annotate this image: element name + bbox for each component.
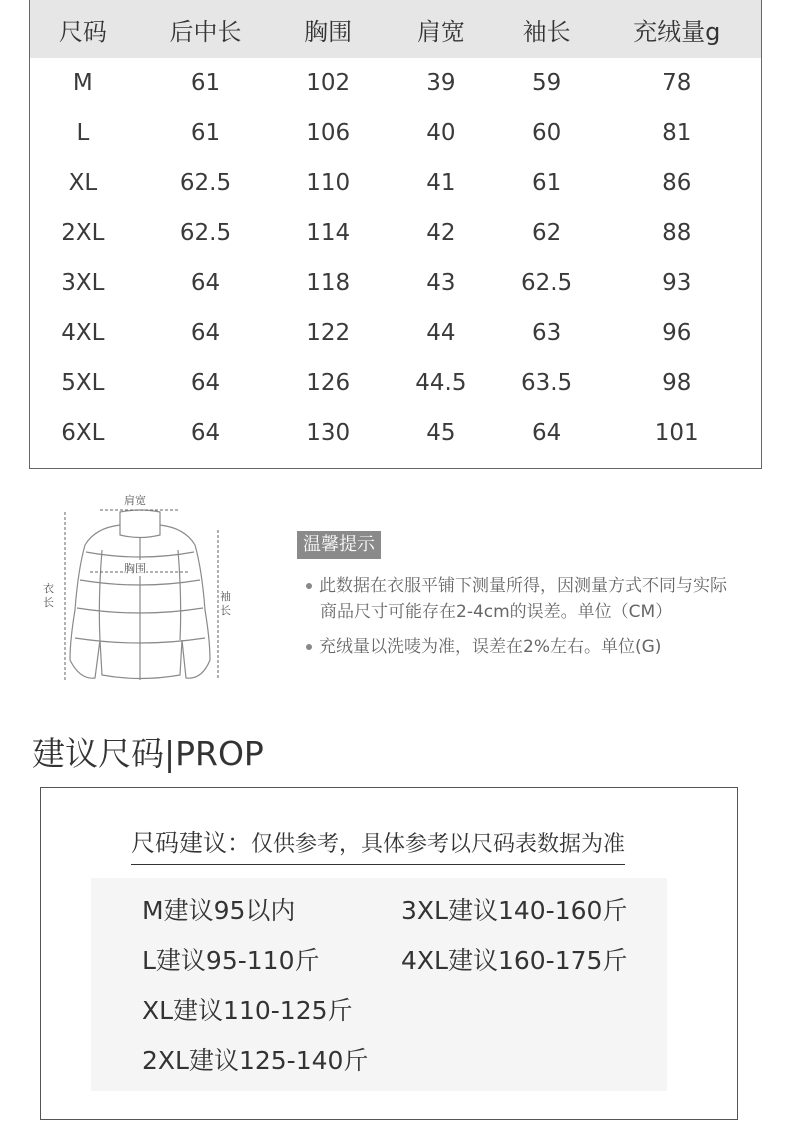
table-cell: 45 bbox=[426, 420, 456, 446]
table-cell: 122 bbox=[306, 320, 351, 346]
table-cell: 44.5 bbox=[415, 370, 467, 396]
table-cell: 88 bbox=[662, 220, 692, 246]
header-back-length: 后中长 bbox=[169, 17, 242, 46]
table-cell: 40 bbox=[426, 120, 456, 146]
advice-heading-strong: 尺码建议： bbox=[131, 829, 251, 857]
table-cell: 64 bbox=[190, 320, 221, 346]
table-cell: 62.5 bbox=[179, 220, 232, 246]
header-chest: 胸围 bbox=[304, 17, 353, 46]
bullet-icon bbox=[306, 644, 312, 650]
table-cell: 60 bbox=[531, 120, 562, 146]
body-length-char: 长 bbox=[43, 596, 54, 609]
table-cell: 61 bbox=[190, 70, 221, 96]
table-cell: 3XL bbox=[61, 270, 105, 296]
header-filling: 充绒量g bbox=[633, 17, 721, 46]
tip-text: 充绒量以洗唛为准，误差在2%左右。单位(G) bbox=[319, 637, 662, 657]
body-length-char: 衣 bbox=[43, 582, 54, 595]
table-cell: L bbox=[76, 120, 90, 146]
table-cell: 62 bbox=[531, 220, 562, 246]
table-cell: 102 bbox=[306, 70, 351, 96]
sleeve-length-char: 袖 bbox=[220, 590, 231, 603]
table-cell: 63 bbox=[531, 320, 562, 346]
advice-heading-note: 仅供参考，具体参考以尺码表数据为准 bbox=[251, 832, 626, 857]
table-cell: 62.5 bbox=[179, 170, 232, 196]
table-cell: 59 bbox=[531, 70, 562, 96]
table-cell: 96 bbox=[662, 320, 692, 346]
size-table bbox=[29, 0, 762, 469]
table-cell: 101 bbox=[654, 420, 699, 446]
advice-heading bbox=[131, 823, 625, 865]
advice-list bbox=[91, 878, 667, 1091]
table-cell: 64 bbox=[531, 420, 562, 446]
table-row bbox=[30, 358, 761, 408]
table-cell: 118 bbox=[306, 270, 351, 296]
table-cell: 6XL bbox=[61, 420, 105, 446]
table-row bbox=[30, 408, 761, 458]
table-cell: 42 bbox=[426, 220, 456, 246]
table-cell: XL bbox=[68, 170, 98, 196]
table-body bbox=[30, 58, 761, 458]
jacket-measurement-diagram bbox=[40, 490, 240, 690]
tip-line-continued: 商品尺寸可能存在2-4cm的误差。单位（CM） bbox=[320, 602, 673, 622]
table-cell: 63.5 bbox=[520, 370, 573, 396]
table-row bbox=[30, 158, 761, 208]
table-cell: M bbox=[72, 70, 93, 96]
table-cell: 62.5 bbox=[520, 270, 573, 296]
table-cell: 98 bbox=[662, 370, 692, 396]
list-item: 4XL建议160-175斤 bbox=[401, 946, 628, 975]
table-row bbox=[30, 108, 761, 158]
header-shoulder: 肩宽 bbox=[416, 17, 465, 46]
tip-line bbox=[306, 634, 661, 660]
table-cell: 64 bbox=[190, 270, 221, 296]
section-title: 建议尺码|PROP bbox=[32, 734, 264, 773]
table-cell: 61 bbox=[531, 170, 562, 196]
table-cell: 43 bbox=[426, 270, 456, 296]
table-header bbox=[30, 0, 761, 58]
table-row bbox=[30, 58, 761, 108]
sleeve-length-char: 长 bbox=[220, 604, 231, 617]
table-cell: 110 bbox=[306, 170, 351, 196]
jacket-icon bbox=[40, 490, 240, 690]
shoulder-label: 肩宽 bbox=[124, 494, 146, 507]
chest-label: 胸围 bbox=[124, 562, 146, 575]
list-item: 2XL建议125-140斤 bbox=[142, 1046, 369, 1075]
table-cell: 130 bbox=[306, 420, 351, 446]
header-size: 尺码 bbox=[58, 17, 107, 46]
table-cell: 106 bbox=[306, 120, 351, 146]
table-cell: 4XL bbox=[61, 320, 105, 346]
table-cell: 126 bbox=[306, 370, 351, 396]
body-length-label bbox=[43, 582, 55, 610]
table-cell: 5XL bbox=[61, 370, 105, 396]
list-item: M建议95以内 bbox=[142, 896, 296, 925]
list-item: L建议95-110斤 bbox=[142, 946, 320, 975]
bullet-icon bbox=[306, 583, 312, 589]
tips-title: 温馨提示 bbox=[297, 531, 381, 559]
table-cell: 86 bbox=[662, 170, 692, 196]
table-cell: 61 bbox=[190, 120, 221, 146]
table-cell: 114 bbox=[306, 220, 351, 246]
list-item: 3XL建议140-160斤 bbox=[401, 896, 628, 925]
table-cell: 2XL bbox=[61, 220, 105, 246]
sleeve-length-label bbox=[220, 590, 232, 618]
header-sleeve: 袖长 bbox=[522, 17, 571, 46]
table-cell: 81 bbox=[662, 120, 692, 146]
table-cell: 41 bbox=[426, 170, 456, 196]
table-row bbox=[30, 258, 761, 308]
list-item: XL建议110-125斤 bbox=[142, 996, 353, 1025]
table-cell: 64 bbox=[190, 370, 221, 396]
table-row bbox=[30, 308, 761, 358]
size-advice-box bbox=[40, 787, 738, 1120]
table-cell: 78 bbox=[662, 70, 692, 96]
table-cell: 44 bbox=[426, 320, 456, 346]
tip-text: 此数据在衣服平铺下测量所得，因测量方式不同与实际 bbox=[319, 576, 727, 596]
table-cell: 39 bbox=[426, 70, 456, 96]
tip-line bbox=[306, 573, 727, 599]
table-cell: 93 bbox=[662, 270, 692, 296]
table-row bbox=[30, 208, 761, 258]
table-cell: 64 bbox=[190, 420, 221, 446]
